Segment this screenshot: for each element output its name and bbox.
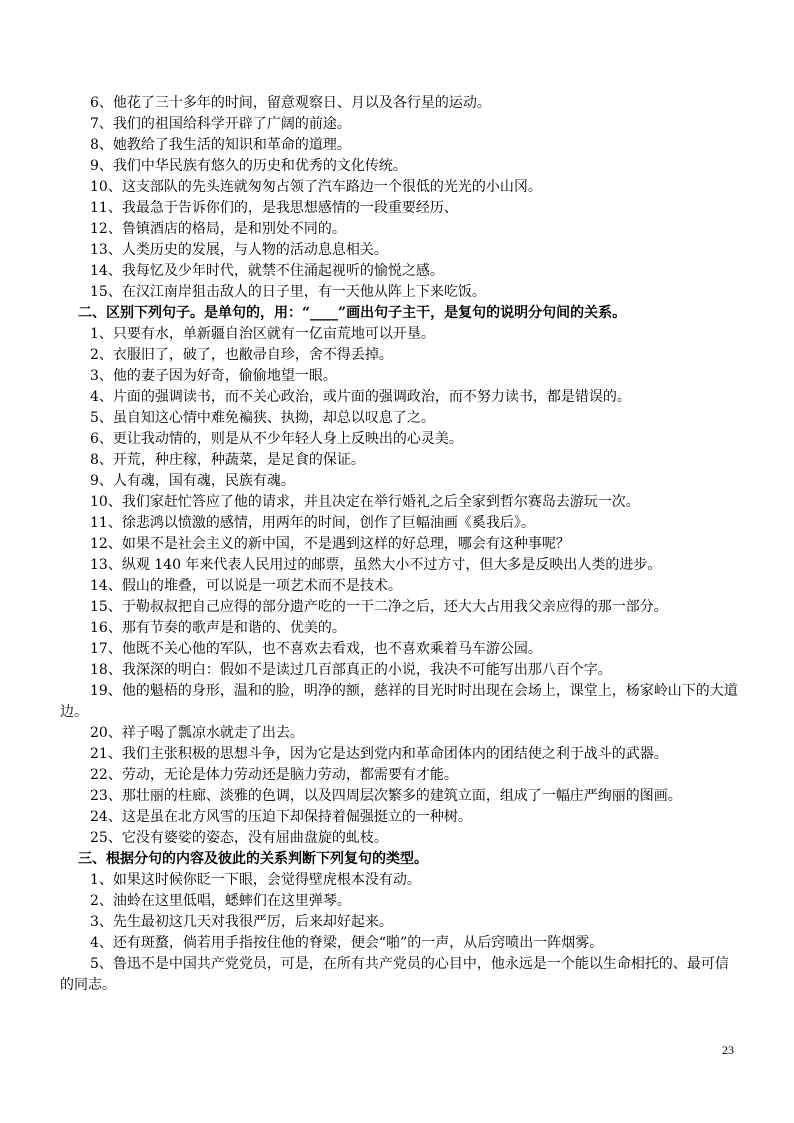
section3-list <box>60 870 740 996</box>
list-item: 3、先生最初这几天对我很严厉，后来却好起来。 <box>90 914 393 930</box>
section3-heading: 三、根据分句的内容及彼此的关系判断下列复句的类型。 <box>78 851 428 867</box>
list-item: 14、假山的堆叠，可以说是一项艺术而不是技术。 <box>90 578 402 594</box>
list-item: 23、那壮丽的柱廊、淡雅的色调，以及四周层次繁多的建筑立面，组成了一幅庄严绚丽的图画。 <box>90 788 682 804</box>
list-item: 7、我们的祖国给科学开辟了广阔的前途。 <box>90 116 351 132</box>
list-item: 22、劳动，无论是体力劳动还是脑力劳动，都需要有才能。 <box>90 767 458 783</box>
list-item: 14、我每忆及少年时代，就禁不住涌起视听的愉悦之感。 <box>90 263 444 279</box>
list-item: 12、如果不是社会主义的新中国，不是遇到这样的好总理，哪会有这种事呢？ <box>90 536 570 552</box>
list-item: 11、徐悲鸿以愤激的感情，用两年的时间，创作了巨幅油画《奚我后》。 <box>90 515 535 531</box>
section1-list <box>60 93 740 303</box>
list-item: 13、纵观 140 年来代表人民用过的邮票，虽然大小不过方寸，但大多是反映出人类的进步。 <box>90 557 662 573</box>
list-item: 10、这支部队的先头连就匆匆占领了汽车路边一个很低的光光的小山冈。 <box>90 179 542 195</box>
list-item: 10、我们家赶忙答应了他的请求，并且决定在举行婚礼之后全家到哲尔赛岛去游玩一次。 <box>90 494 640 510</box>
list-item: 4、片面的强调读书，而不关心政治，或片面的强调政治，而不努力读书，都是错误的。 <box>90 389 631 405</box>
list-item: 2、衣服旧了，破了，也敝帚自珍，舍不得丢掉。 <box>90 347 393 363</box>
list-item: 12、鲁镇酒店的格局，是和别处不同的。 <box>90 221 346 237</box>
section2-list <box>60 324 740 849</box>
page-content <box>60 93 740 996</box>
list-item: 17、他既不关心他的军队，也不喜欢去看戏，也不喜欢乘着马车游公园。 <box>90 641 542 657</box>
list-item: 18、我深深的明白：假如不是读过几百部真正的小说，我决不可能写出那八百个字。 <box>90 662 612 678</box>
list-item: 4、还有斑蝥，倘若用手指按住他的脊梁，便会“啪”的一声，从后窍喷出一阵烟雾。 <box>90 935 604 951</box>
list-item: 5、虽自知这心情中难免褊狭、执拗，却总以叹息了之。 <box>90 410 435 426</box>
list-item: 2、油蛉在这里低唱，蟋蟀们在这里弹琴。 <box>90 893 351 909</box>
list-item: 24、这是虽在北方风雪的压迫下却保持着倔强挺立的一种树。 <box>90 809 472 825</box>
section2-heading: 二、区别下列句子。是单句的，用：“____”画出句子主干，是复句的说明分句间的关系。 <box>78 305 627 321</box>
list-item: 6、他花了三十多年的时间，留意观察日、月以及各行星的运动。 <box>90 95 491 111</box>
list-item: 9、我们中华民族有悠久的历史和优秀的文化传统。 <box>90 158 407 174</box>
list-item: 1、只要有水，单新疆自治区就有一亿亩荒地可以开垦。 <box>90 326 435 342</box>
list-item: 3、他的妻子因为好奇，偷偷地望一眼。 <box>90 368 337 384</box>
list-item: 9、人有魂，国有魂，民族有魂。 <box>90 473 295 489</box>
list-item: 20、祥子喝了瓢凉水就走了出去。 <box>90 725 304 741</box>
list-item: 8、开荒，种庄稼，种蔬菜，是足食的保证。 <box>90 452 365 468</box>
list-item: 21、我们主张积极的思想斗争，因为它是达到党内和革命团体内的团结使之利于战斗的武器。 <box>90 746 668 762</box>
list-item: 11、我最急于告诉你们的，是我思想感情的一段重要经历、 <box>90 200 458 216</box>
list-item: 8、她教给了我生活的知识和革命的道理。 <box>90 137 351 153</box>
list-item: 1、如果这时候你眨一下眼，会觉得壁虎根本没有动。 <box>90 872 421 888</box>
list-item: 16、那有节奏的歌声是和谐的、优美的。 <box>90 620 346 636</box>
list-item: 15、于勒叔叔把自己应得的部分遗产吃的一干二净之后，还大大占用我父亲应得的那一部分。 <box>90 599 668 615</box>
page-number: 23 <box>722 1043 734 1057</box>
list-item: 13、人类历史的发展，与人物的活动息息相关。 <box>90 242 388 258</box>
list-item: 19、他的魁梧的身形，温和的脸，明净的额，慈祥的目光时时出现在会场上，课堂上，杨家岭山下的大道边。 <box>60 683 738 720</box>
list-item: 5、鲁迅不是中国共产党党员，可是，在所有共产党员的心目中，他永远是一个能以生命相托的、最可信的同志。 <box>60 956 729 993</box>
list-item: 15、在汉江南岸狙击敌人的日子里，有一天他从阵上下来吃饭。 <box>90 284 486 300</box>
list-item: 6、更让我动情的，则是从不少年轻人身上反映出的心灵美。 <box>90 431 463 447</box>
list-item: 25、它没有婆娑的姿态，没有屈曲盘旋的虬枝。 <box>90 830 388 846</box>
